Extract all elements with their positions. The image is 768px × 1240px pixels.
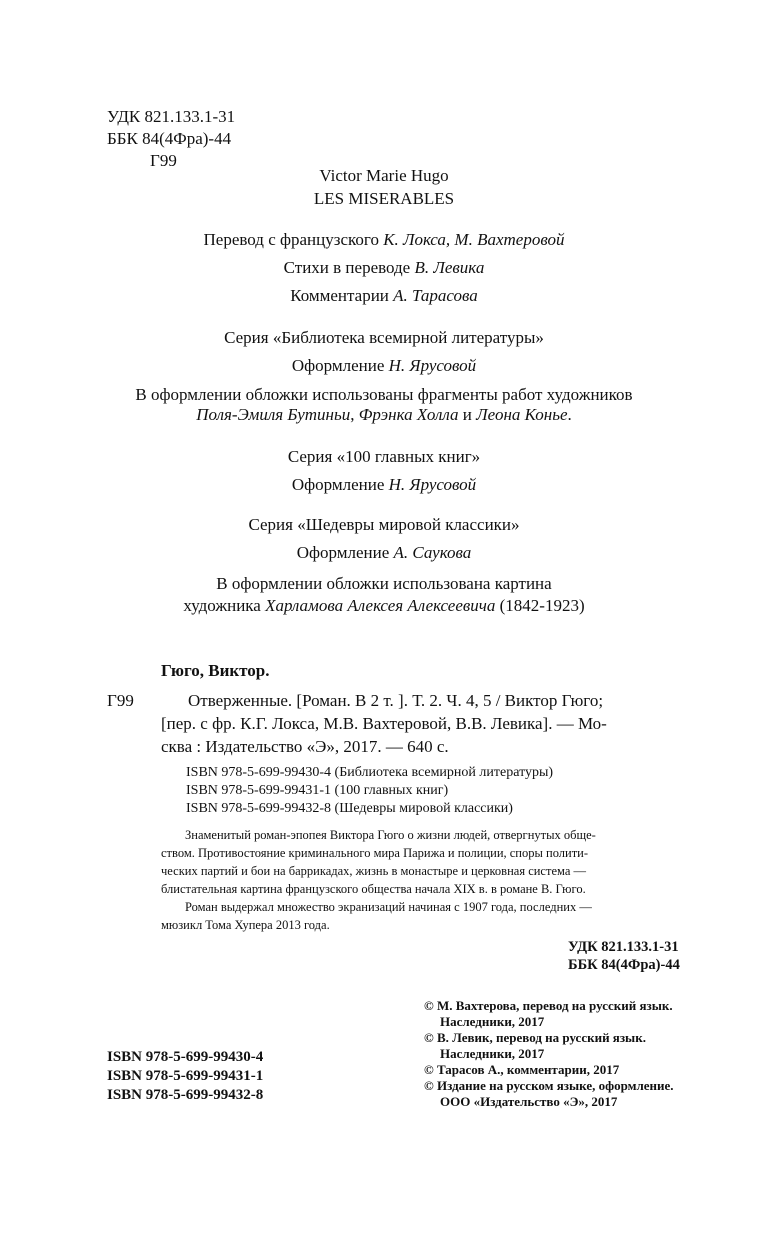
- copyright-line-7: ООО «Издательство «Э», 2017: [440, 1094, 618, 1109]
- series1-name: Серия «Библиотека всемирной литературы»: [224, 328, 544, 347]
- udk-code: УДК 821.133.1-31: [107, 107, 236, 126]
- verse-name: В. Левика: [414, 258, 485, 277]
- annotation-line-1: Знаменитый роман-эпопея Виктора Гюго о жизни людей, отвергнутых обще-: [185, 828, 596, 842]
- isbn-block-3: ISBN 978-5-699-99432-8: [107, 1087, 264, 1103]
- annotation-line-6: мюзикл Тома Хупера 2013 года.: [161, 918, 330, 932]
- series3-design-name: А. Саукова: [393, 543, 472, 562]
- series3-design-prefix: Оформление: [296, 543, 394, 562]
- copyright-line-4: Наследники, 2017: [440, 1046, 545, 1061]
- annotation-line-3: ческих партий и бои на баррикадах, жизнь в монастыре и церковная система —: [161, 864, 586, 878]
- series2-design-prefix: Оформление: [291, 475, 389, 494]
- annotation-line-5: Роман выдержал множество экранизаций начиная с 1907 года, последних —: [185, 900, 592, 914]
- series1-design-name: Н. Ярусовой: [388, 356, 477, 375]
- series2-design: [0, 475, 768, 495]
- verse-prefix: Стихи в переводе: [283, 258, 415, 277]
- annotation: [161, 826, 596, 934]
- translation-prefix: Перевод с французского: [203, 230, 384, 249]
- comments-credit: [0, 286, 768, 306]
- copyright-line-3: © В. Левик, перевод на русский язык.: [424, 1030, 646, 1045]
- original-author: Victor Marie Hugo: [319, 166, 449, 185]
- cover-sep-1: ,: [350, 405, 359, 424]
- isbn-line-1: ISBN 978-5-699-99430-4 (Библиотека всемирной литературы): [186, 765, 554, 780]
- cover-sep-2: и: [458, 405, 477, 424]
- annotation-line-2: ством. Противостояние криминального мира Парижа и полиции, споры полити-: [161, 846, 589, 860]
- cover-artist-2: Фрэнка Холла: [358, 405, 459, 424]
- isbn-line-2: ISBN 978-5-699-99431-1 (100 главных книг): [186, 783, 449, 798]
- series3-design: [0, 543, 768, 563]
- series3-cover-line1: В оформлении обложки использована картина: [216, 574, 552, 593]
- catalog-line2: [пер. с фр. К.Г. Локса, М.В. Вахтеровой, В.В. Левика]. — Мо-: [161, 714, 607, 733]
- copyright-line-2: Наследники, 2017: [440, 1014, 545, 1029]
- translation-names: К. Локса, М. Вахтеровой: [383, 230, 565, 249]
- isbn-block-2: ISBN 978-5-699-99431-1: [107, 1068, 264, 1084]
- copyright-line-5: © Тарасов А., комментарии, 2017: [424, 1062, 620, 1077]
- original-title: LES MISERABLES: [313, 189, 455, 208]
- cover-artist-1: Поля-Эмиля Бутиньи: [196, 405, 351, 424]
- series1-cover-line2: [0, 405, 768, 425]
- series3-cover-suffix: (1842-1923): [495, 596, 585, 615]
- series3-cover-name: Харламова Алексея Алексеевича: [265, 596, 496, 615]
- copyright-line-1: © М. Вахтерова, перевод на русский язык.: [424, 998, 673, 1013]
- series1-design: [0, 356, 768, 376]
- verse-credit: [0, 258, 768, 278]
- series3-cover-line2: [0, 596, 768, 616]
- series2-design-name: Н. Ярусовой: [388, 475, 477, 494]
- bbk-code: ББК 84(4Фра)-44: [107, 129, 232, 148]
- translation-credit: [0, 230, 768, 250]
- copyright-block: [424, 998, 674, 1110]
- author-mark: Г99: [150, 151, 177, 170]
- series3-cover-prefix: художника: [183, 596, 266, 615]
- isbn-block-1: ISBN 978-5-699-99430-4: [107, 1049, 264, 1065]
- series2-name: Серия «100 главных книг»: [287, 447, 481, 466]
- comments-prefix: Комментарии: [290, 286, 394, 305]
- isbn-line-3: ISBN 978-5-699-99432-8 (Шедевры мировой классики): [186, 801, 513, 816]
- udk-code-right: УДК 821.133.1-31: [568, 939, 679, 955]
- catalog-heading: Гюго, Виктор.: [161, 661, 270, 680]
- series3-name: Серия «Шедевры мировой классики»: [248, 515, 520, 534]
- catalog-line3: сква : Издательство «Э», 2017. — 640 с.: [161, 737, 449, 756]
- bbk-code-right: ББК 84(4Фра)-44: [568, 957, 680, 973]
- series1-design-prefix: Оформление: [291, 356, 389, 375]
- catalog-line1: Отверженные. [Роман. В 2 т. ]. Т. 2. Ч. 4, 5 / Виктор Гюго;: [188, 691, 604, 710]
- copyright-line-6: © Издание на русском языке, оформление.: [424, 1078, 674, 1093]
- catalog-mark: Г99: [107, 691, 134, 710]
- cover-artist-3: Леона Конье: [476, 405, 568, 424]
- series1-cover-line1: В оформлении обложки использованы фрагменты работ художников: [135, 385, 633, 404]
- comments-name: А. Тарасова: [393, 286, 478, 305]
- cover-end: .: [567, 405, 572, 424]
- annotation-line-4: блистательная картина французского общества начала XIX в. в романе В. Гюго.: [161, 882, 586, 896]
